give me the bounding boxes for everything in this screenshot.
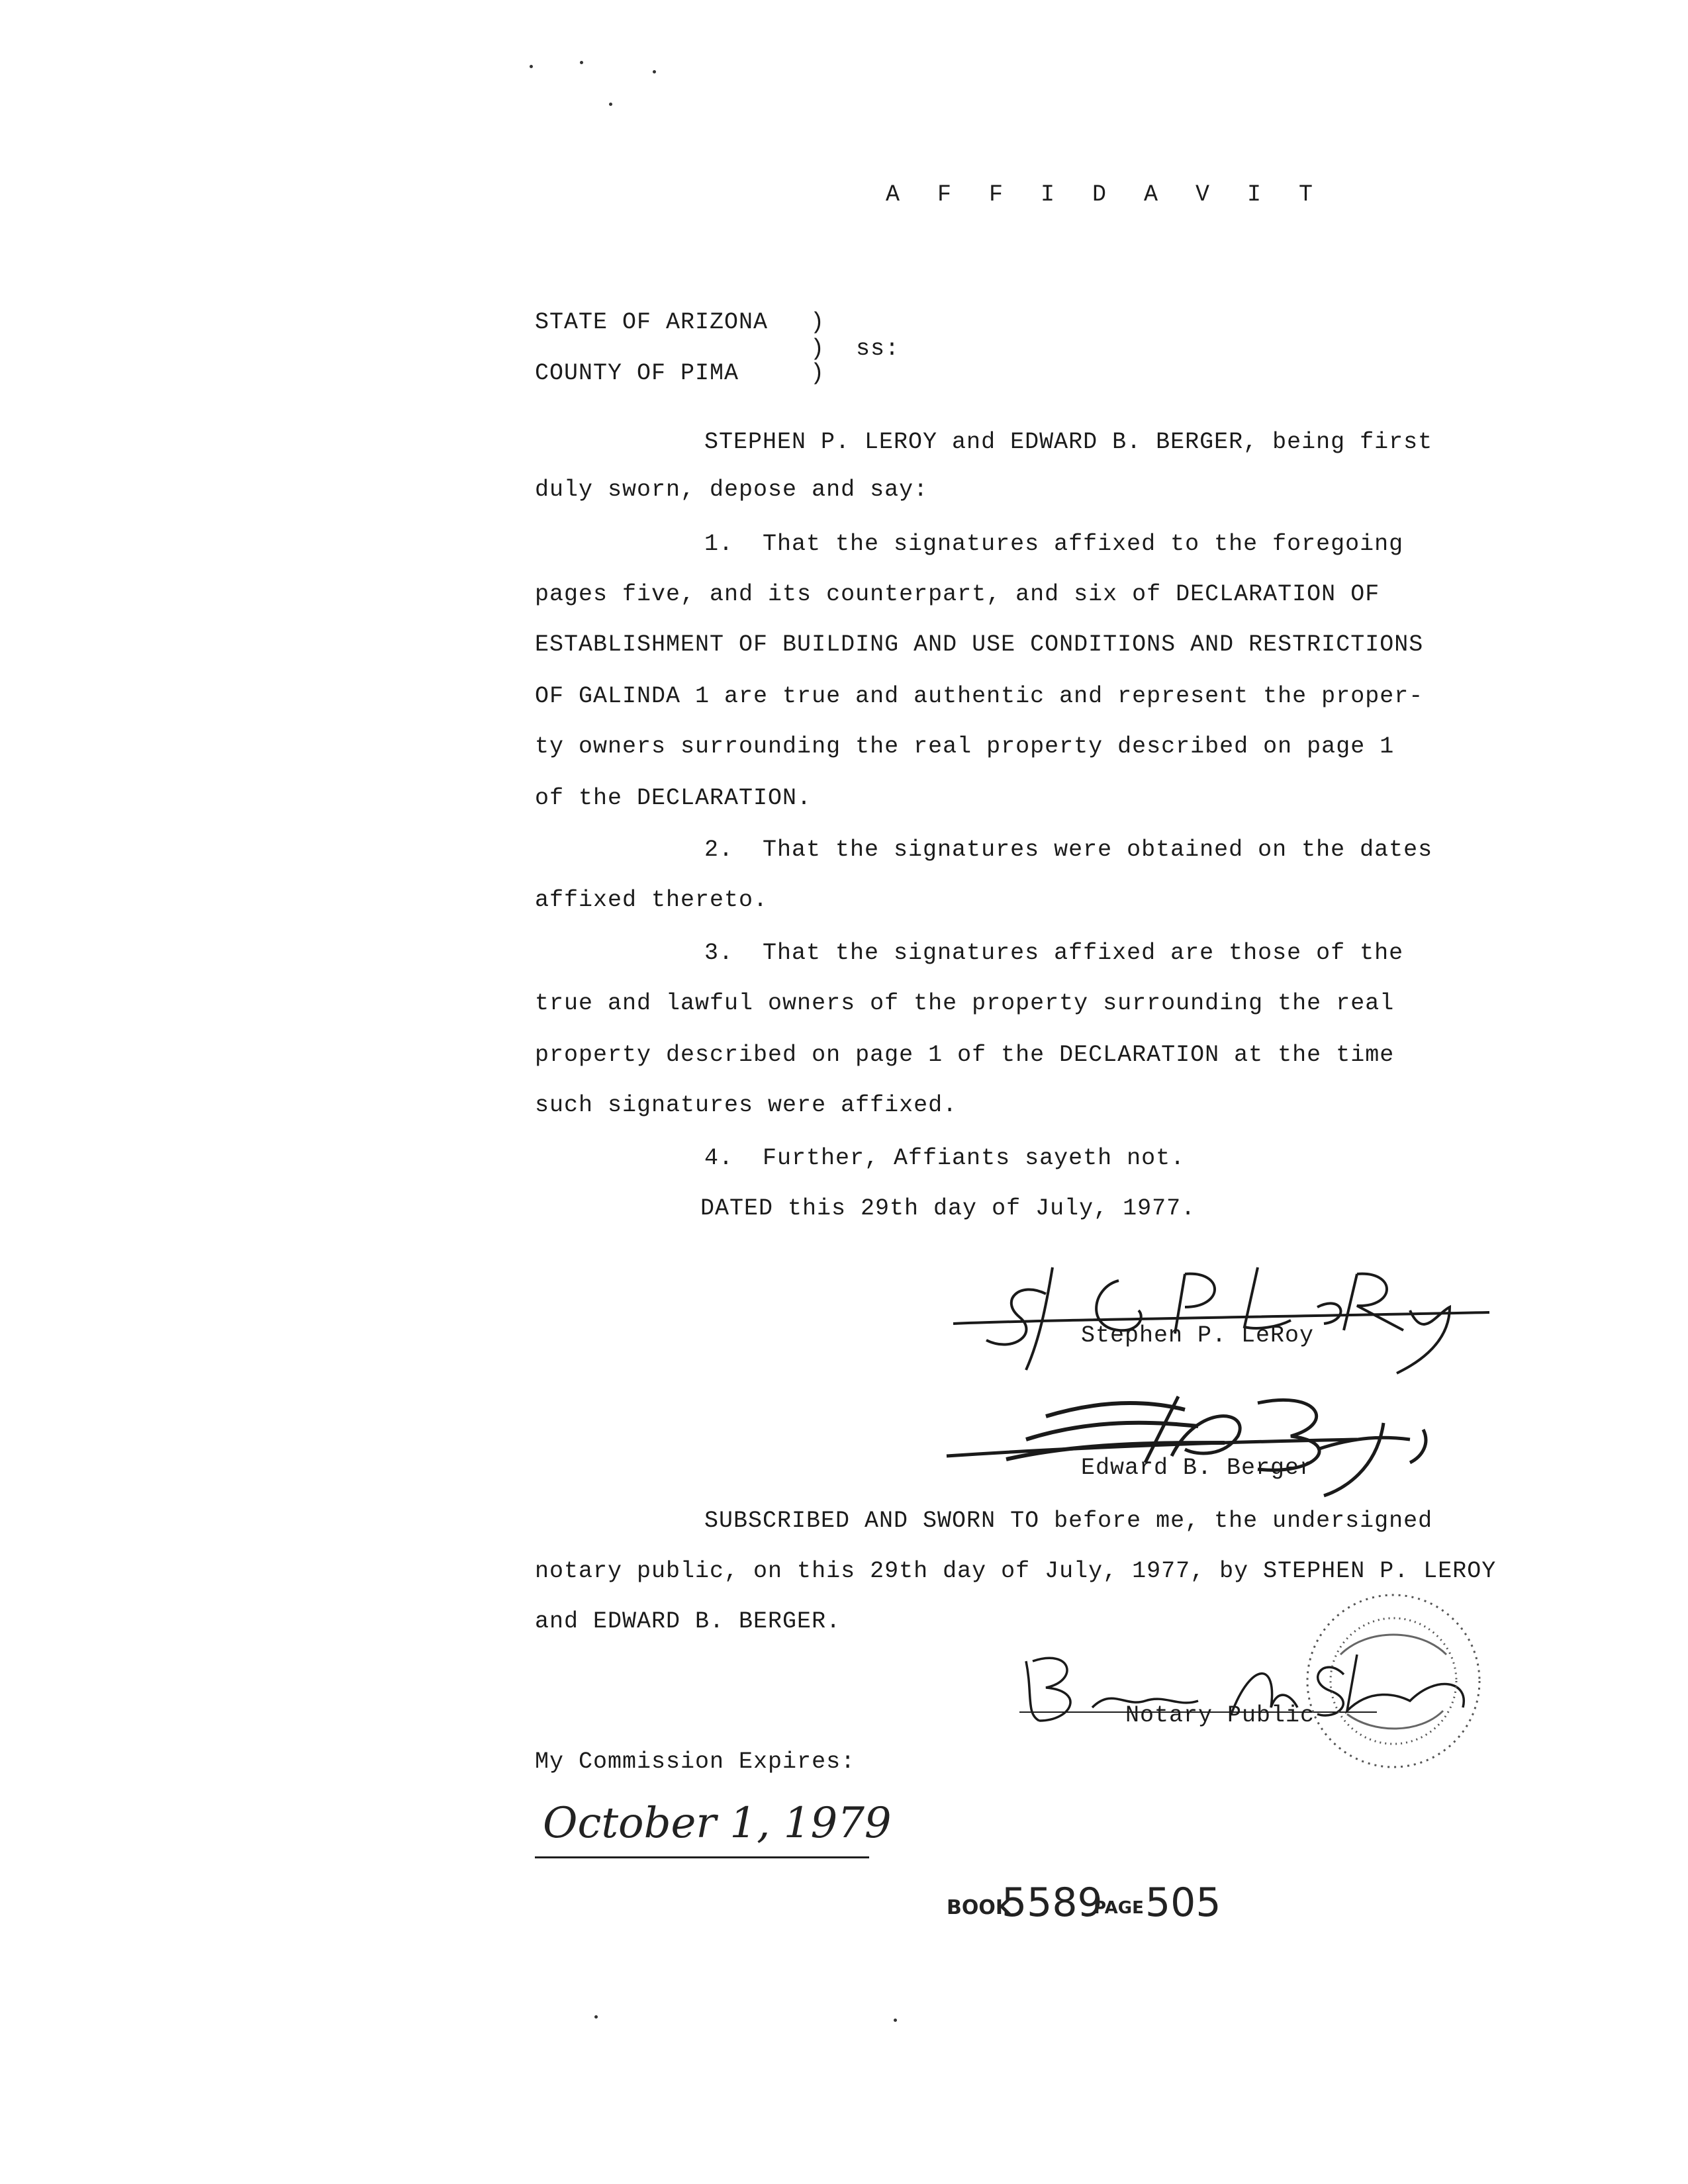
signature-edward-berger (947, 1377, 1463, 1502)
intro-line-2: duly sworn, depose and say: (535, 477, 929, 503)
item3-line-2: true and lawful owners of the property surrounding the real (535, 990, 1395, 1017)
venue-state: STATE OF ARIZONA (535, 309, 769, 336)
signature-stephen-leroy (947, 1254, 1489, 1380)
document-title: A F F I D A V I T (886, 181, 1325, 208)
venue-ss: ss: (856, 336, 900, 362)
venue-paren-top: ) (810, 309, 825, 336)
jurat-line-1: SUBSCRIBED AND SWORN TO before me, the undersigned (704, 1508, 1433, 1534)
notary-public-label: Notary Public (1125, 1702, 1315, 1729)
scan-speck (894, 2019, 897, 2022)
recording-book-number: 5589 (1002, 1880, 1103, 1926)
scan-speck (580, 61, 583, 64)
item1-line-6: of the DECLARATION. (535, 785, 812, 811)
item3-line-4: such signatures were affixed. (535, 1092, 958, 1118)
item4-line: 4. Further, Affiants sayeth not. (704, 1145, 1186, 1171)
jurat-line-3: and EDWARD B. BERGER. (535, 1608, 841, 1635)
item1-line-2: pages five, and its counterpart, and six of DECLARATION OF (535, 581, 1380, 608)
intro-line-1: STEPHEN P. LEROY and EDWARD B. BERGER, being first (704, 429, 1433, 455)
item3-line-1: 3. That the signatures affixed are those of the (704, 940, 1404, 966)
notary-seal (1301, 1588, 1486, 1774)
jurat-line-2: notary public, on this 29th day of July, 1977, by STEPHEN P. LEROY (535, 1558, 1497, 1584)
item1-line-1: 1. That the signatures affixed to the foregoing (704, 531, 1404, 557)
venue-county: COUNTY OF PIMA (535, 360, 739, 387)
scan-speck (609, 103, 612, 106)
signer-name-edward-berger: Edward B. Berger (1081, 1455, 1315, 1481)
dated-line: DATED this 29th day of July, 1977. (700, 1195, 1196, 1222)
recording-book-label: BOOK (947, 1896, 1011, 1919)
commission-expiry-date: October 1, 1979 (543, 1799, 892, 1848)
venue-paren-bottom: ) (810, 360, 825, 387)
item2-line-1: 2. That the signatures were obtained on the dates (704, 837, 1433, 863)
recording-page-number: 505 (1145, 1880, 1221, 1926)
scan-speck (653, 70, 656, 73)
scan-speck (594, 2015, 598, 2019)
commission-date-underline (535, 1856, 869, 1858)
venue-paren-mid: ) (810, 336, 825, 362)
commission-expires-label: My Commission Expires: (535, 1749, 856, 1775)
signer-name-stephen-leroy: Stephen P. LeRoy (1081, 1322, 1315, 1349)
item1-line-4: OF GALINDA 1 are true and authentic and represent the proper- (535, 683, 1424, 709)
scan-speck (530, 65, 533, 68)
item3-line-3: property described on page 1 of the DECLARATION at the time (535, 1042, 1395, 1068)
item1-line-5: ty owners surrounding the real property described on page 1 (535, 733, 1395, 760)
recording-page-label: PAGE (1094, 1898, 1144, 1918)
item2-line-2: affixed thereto. (535, 887, 769, 913)
item1-line-3: ESTABLISHMENT OF BUILDING AND USE CONDITIONS AND RESTRICTIONS (535, 631, 1424, 658)
